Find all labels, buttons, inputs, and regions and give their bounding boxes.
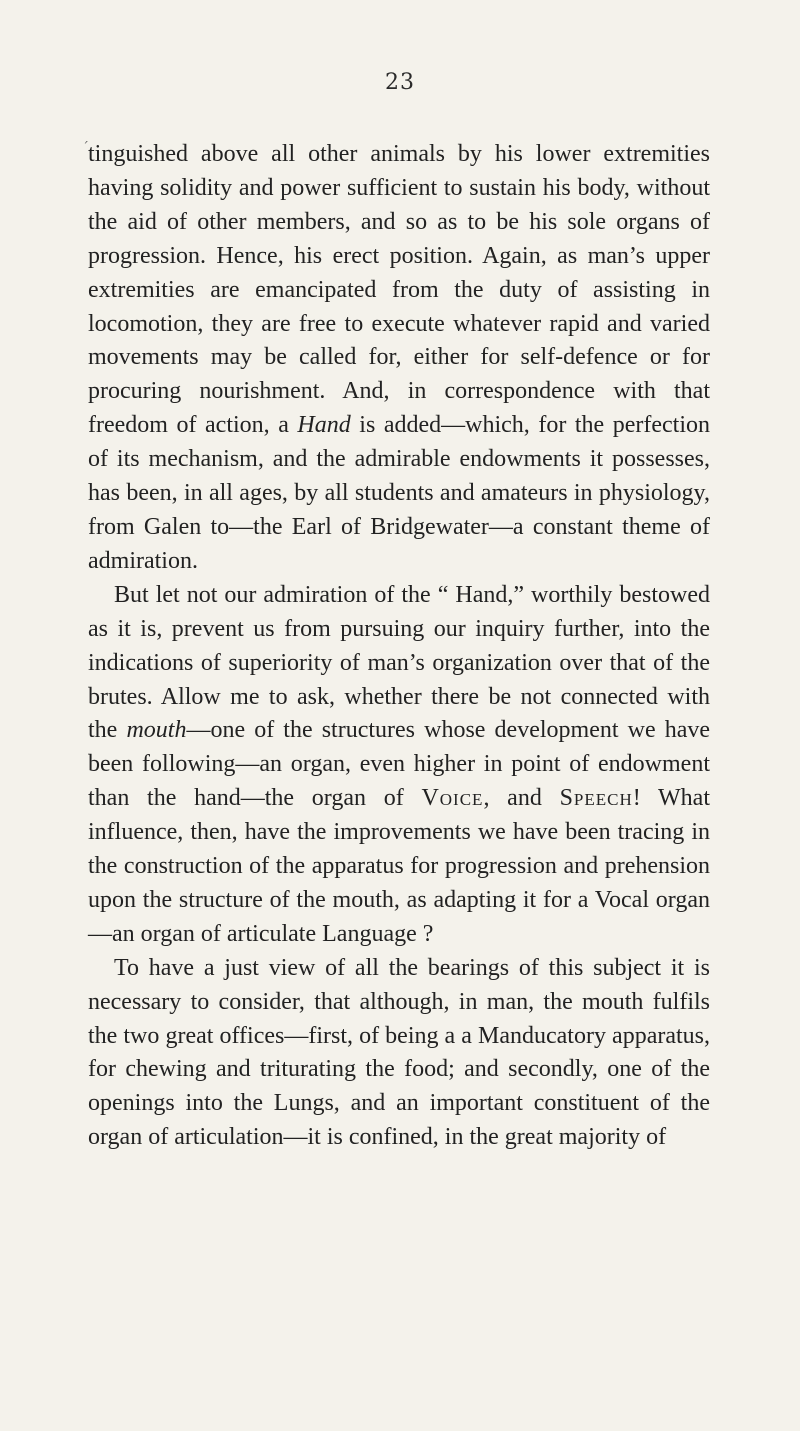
text-segment: —one of the structures whose development we have been following—an organ, even higher in point of endowment than the hand—the organ of	[88, 717, 711, 812]
text-segment: is added—which, for the perfection of its mechanism, and the admirable endowments it possesses, has been, in all ages, by all students and amateurs in physiology, from Galen to—the Earl of Bridgewater—a constant theme of admiration.	[88, 412, 710, 574]
body-text	[88, 138, 710, 1155]
emphasis-hand: Hand	[297, 412, 351, 439]
text-segment: , and	[483, 785, 560, 812]
page-number: 23	[385, 70, 415, 95]
smallcaps-speech: Speech	[559, 785, 633, 812]
text-segment: But let not our admiration of the “ Hand,” worthily bestowed as it is, prevent us from pursuing our inquiry further, into the indications of superiority of man’s organization over that of the brutes. Allow me to ask, whether there be not connected with the	[88, 581, 710, 744]
text-segment: To have a just view of all the bearings of this subject it is necessary to consider, that although, in man, the mouth fulfils the two great offices—first, of being a a Manducatory apparatus, for chewing and triturating the food; and secondly, one of the openings into the Lungs, and an important constituent of the organ of articulation—it is confined, in the great majority of	[88, 954, 710, 1151]
text-segment: ! What influence, then, have the improvements we have been tracing in the construction of the apparatus for progression and prehension upon the structure of the mouth, as adapting it for a Vocal organ—an organ of articulate Language ?	[88, 785, 711, 947]
text-segment: tinguished above all other animals by his lower extremities having solidity and power sufficient to sustain his body, without the aid of other members, and so as to be his sole organs of progression. Hence, his erect position. Again, as man’s upper extremities are emancipated from the duty of assisting in locomotion, they are free to execute whatever rapid and varied movements may be called for, either for self-defence or for procuring nourishment. And, in correspondence with that freedom of action, a	[88, 141, 710, 439]
paragraph-3	[88, 952, 710, 1155]
emphasis-mouth: mouth	[126, 717, 187, 744]
paragraph-1	[88, 138, 710, 579]
paragraph-2	[88, 579, 710, 952]
smallcaps-voice: Voice	[421, 785, 484, 812]
margin-mark: ˊ	[82, 140, 89, 156]
